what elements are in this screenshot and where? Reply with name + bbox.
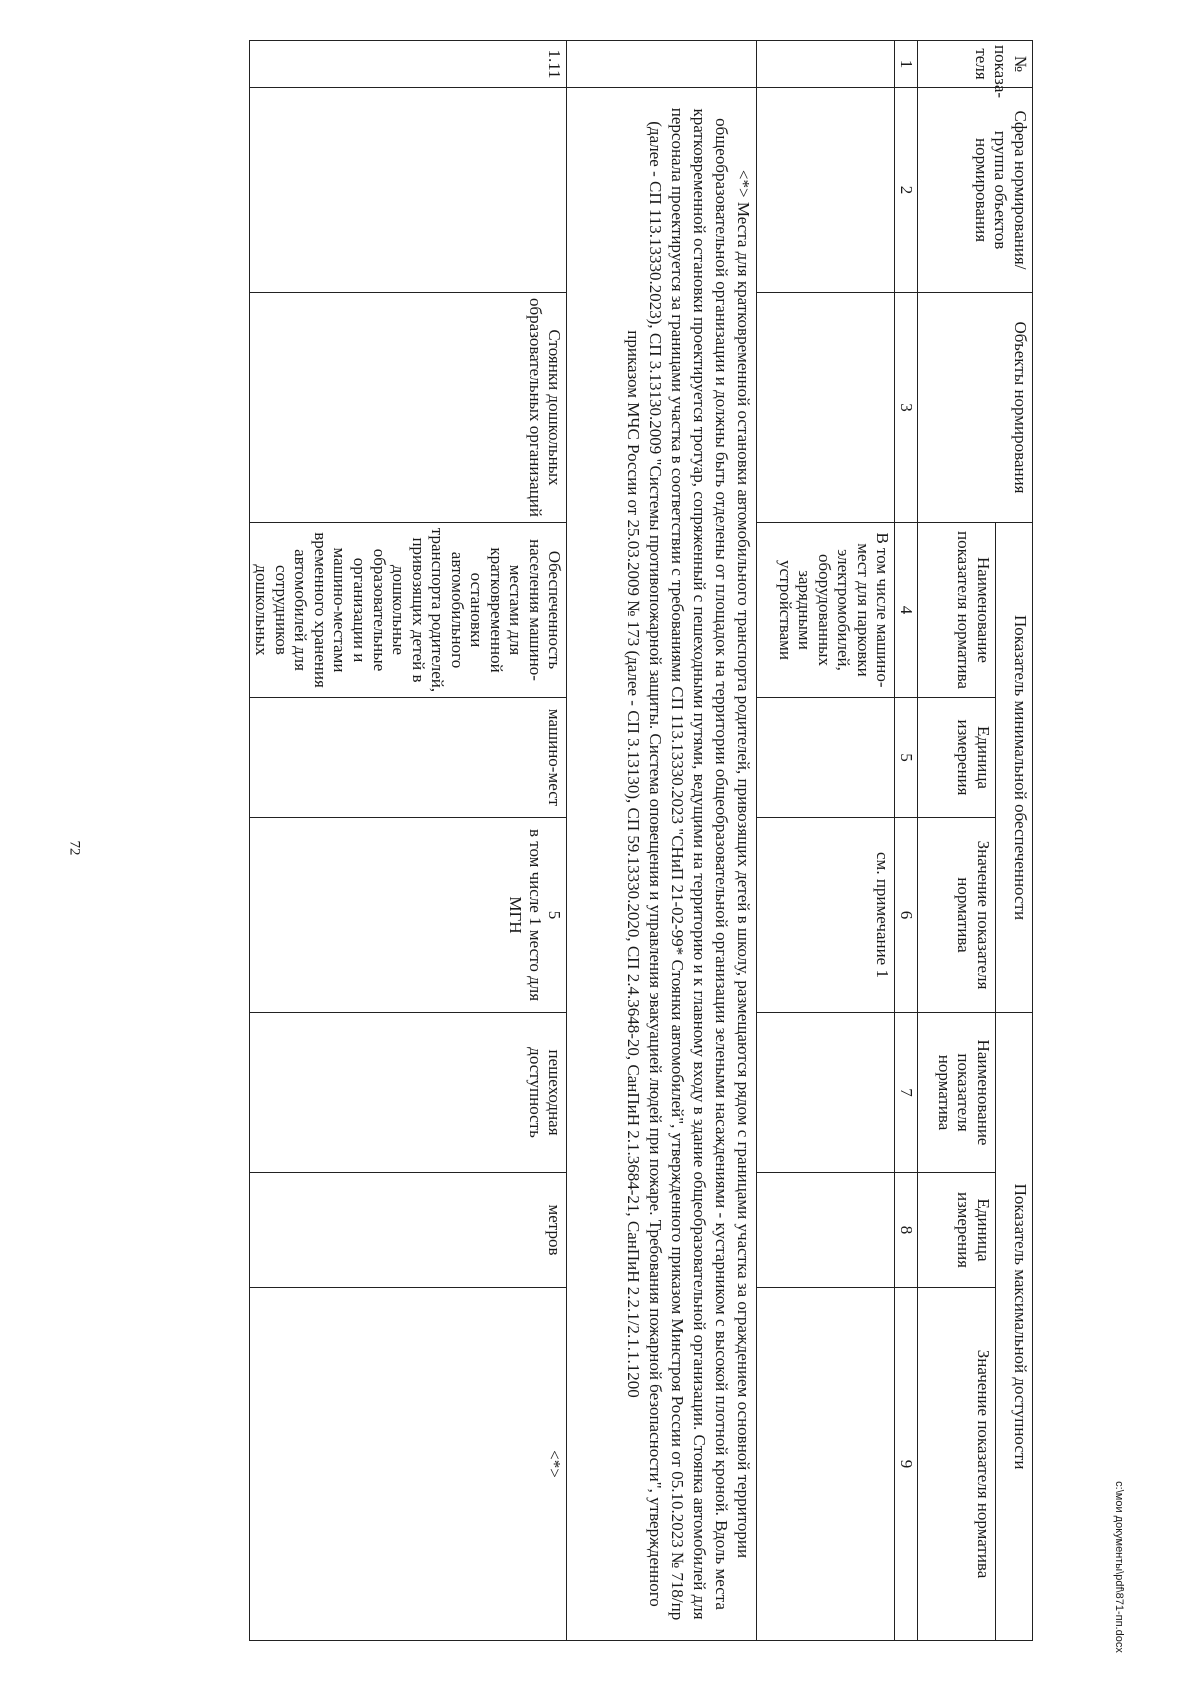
cell-min-name: В том числе машино-мест для парковки электромобилей, оборудованных зарядными устройствами	[757, 523, 895, 698]
header-min-value: Значение показателя норматива	[918, 818, 996, 1013]
standards-table	[249, 40, 1033, 1641]
footer-file-path: c:\мои документы\pdf\871-пп.docx	[1113, 1481, 1125, 1653]
cell-min-unit	[757, 698, 895, 818]
header-max-unit: Единица измерения	[918, 1173, 996, 1288]
col-number: 9	[895, 1288, 918, 1641]
cell-num: 1.11	[249, 41, 567, 88]
rotated-content	[173, 40, 1033, 1640]
col-number: 1	[895, 41, 918, 88]
header-max-name: Наименование показателя норматива	[918, 1013, 996, 1173]
header-sphere: Сфера нормирования/ группа объектов нормирования	[918, 88, 1033, 293]
col-number: 8	[895, 1173, 918, 1288]
cell-max-unit	[757, 1173, 895, 1288]
cell-min-unit: машино-мест	[249, 698, 567, 818]
col-number: 5	[895, 698, 918, 818]
cell-objects	[757, 293, 895, 523]
col-number: 6	[895, 818, 918, 1013]
header-num: № показа-теля	[918, 41, 1033, 88]
header-min-name: Наименование показателя норматива	[918, 523, 996, 698]
header-objects: Объекты нормирования	[918, 293, 1033, 523]
min-value-note: в том числе 1 место для МГН	[506, 828, 545, 1002]
header-max-value: Значение показателя норматива	[918, 1288, 996, 1641]
header-min-unit: Единица измерения	[918, 698, 996, 818]
cell-max-name	[757, 1013, 895, 1173]
cell-min-value: см. примечание 1	[757, 818, 895, 1013]
cell-max-value: <*>	[249, 1288, 567, 1641]
table-row	[249, 41, 567, 1641]
cell-min-name: Обеспеченность населения машино-местами для кратковременной остановки автомобильного транспорта родителей, привозящих детей в дошкольные образовательные организации и машино-местами временного хранения автомобилей для сотрудников дошкольных	[249, 523, 567, 698]
header-row-1	[996, 41, 1033, 1641]
col-number: 7	[895, 1013, 918, 1173]
cell-max-value	[757, 1288, 895, 1641]
col-number: 3	[895, 293, 918, 523]
col-number: 2	[895, 88, 918, 293]
cell-min-value	[249, 818, 567, 1013]
min-value-number: 5	[545, 910, 565, 920]
column-numbers-row	[895, 41, 918, 1641]
cell-objects: Стоянки дошкольных образовательных организаций	[249, 293, 567, 523]
note-num-cell	[567, 41, 757, 88]
note-text: <*> Места для кратковременной остановки автомобильного транспорта родителей, привозящих детей в школу, размещаются рядом с границами участка за ограждением основной территории общеобразовательной организации и должны быть отделены от площадок на территории общеобразовательной организации зелеными насаждениями - кустарником с высокой плотной кроной. Вдоль места кратковременной остановки проектируется тротуар, сопряженный с пешеходными путями, ведущими на территорию и к главному входу в здание общеобразовательной организации. Стоянка автомобилей для персонала проектируется за границами участка в соответствии с требованиями СП 113.13330.2023 "СНиП 21-02-99* Стоянки автомобилей", утвержденного приказом Минстроя России от 05.10.2023 № 718/пр (далее - СП 113.13330.2023), СП 3.13130.2009 "Системы противопожарной защиты. Система оповещения и управления эвакуацией людей при пожаре. Требования пожарной безопасности", утвержденного приказом МЧС России от 25.03.2009 № 173 (далее - СП 3.13130), СП 59.13330.2020, СП 2.4.3648-20, СанПиН 2.1.3684-21, СанПиН 2.2.1/2.1.1.1200	[567, 88, 757, 1641]
header-max-group: Показатель максимальной доступности	[996, 1013, 1033, 1641]
col-number: 4	[895, 523, 918, 698]
cell-num	[757, 41, 895, 88]
cell-sphere	[249, 88, 567, 293]
rotated-table-area	[173, 40, 1033, 1640]
table-row	[757, 41, 895, 1641]
cell-max-name: пешеходная доступность	[249, 1013, 567, 1173]
note-row	[567, 41, 757, 1641]
header-min-group: Показатель минимальной обеспеченности	[996, 523, 1033, 1013]
cell-max-unit: метров	[249, 1173, 567, 1288]
cell-sphere	[757, 88, 895, 293]
page-number: 72	[66, 840, 83, 856]
